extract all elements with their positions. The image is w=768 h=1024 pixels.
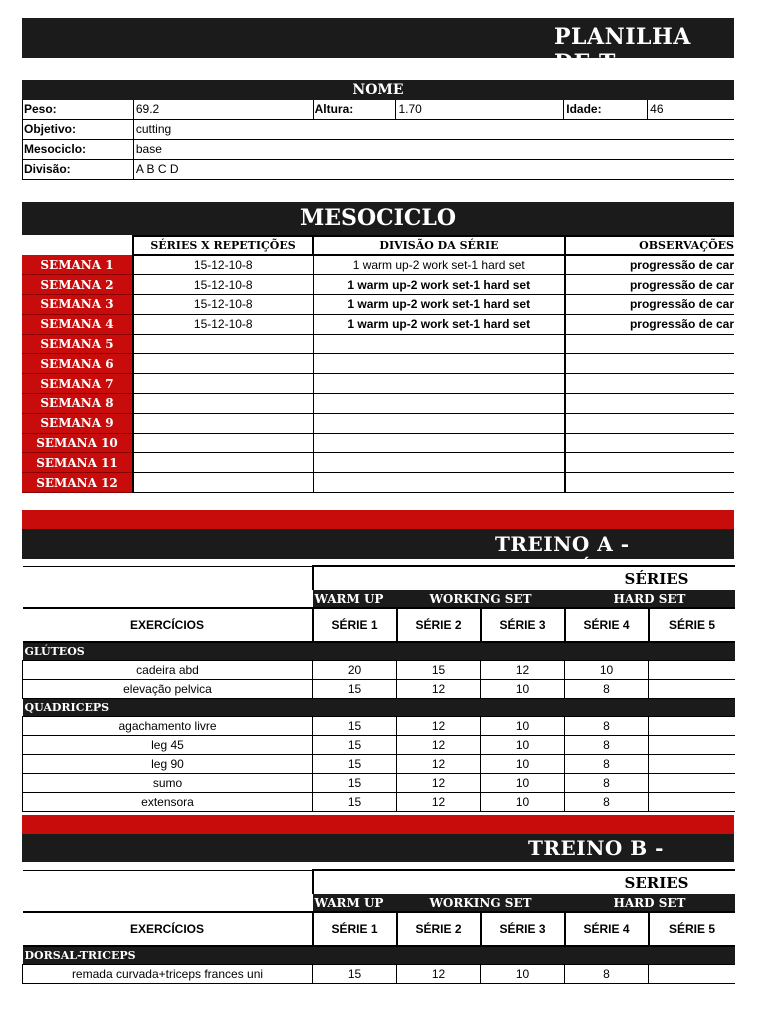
week-label: SEMANA 2 bbox=[22, 275, 133, 295]
week-label: SEMANA 11 bbox=[22, 453, 133, 473]
mesociclo-corner bbox=[22, 236, 133, 255]
serie-value[interactable]: 10 bbox=[481, 679, 565, 698]
series-header: SERIES bbox=[313, 870, 735, 894]
week-divisao-cell[interactable] bbox=[313, 394, 565, 414]
serie-value[interactable]: 15 bbox=[313, 735, 397, 754]
treino-a-red-bar bbox=[22, 510, 734, 529]
serie-value[interactable]: 10 bbox=[481, 735, 565, 754]
exercise-name[interactable]: extensora bbox=[23, 792, 313, 811]
working-set-label: WORKING SET bbox=[397, 590, 565, 608]
week-row bbox=[22, 295, 734, 315]
exercise-row bbox=[23, 754, 735, 773]
week-series-cell[interactable] bbox=[133, 413, 313, 433]
week-label: SEMANA 9 bbox=[22, 413, 133, 433]
series-row bbox=[23, 870, 735, 894]
week-label: SEMANA 1 bbox=[22, 255, 133, 275]
serie-header: SÉRIE 4 bbox=[565, 912, 649, 946]
serie-value[interactable]: 12 bbox=[397, 964, 481, 983]
treino-a-table bbox=[22, 565, 734, 812]
week-series-cell[interactable]: 15-12-10-8 bbox=[133, 314, 313, 334]
serie-header: SÉRIE 1 bbox=[313, 608, 397, 642]
week-label: SEMANA 3 bbox=[22, 295, 133, 315]
week-row bbox=[22, 394, 734, 414]
week-label: SEMANA 7 bbox=[22, 374, 133, 394]
divisao-value[interactable]: A B C D bbox=[134, 160, 734, 180]
week-obs-cell[interactable]: progressão de car bbox=[565, 314, 734, 334]
blank-cell bbox=[23, 566, 313, 590]
name-header-label: NOME bbox=[352, 82, 404, 98]
serie-value[interactable]: 10 bbox=[481, 754, 565, 773]
group-label: GLÚTEOS bbox=[23, 642, 735, 660]
peso-label: Peso: bbox=[23, 100, 134, 120]
series-header: SÉRIES bbox=[313, 566, 735, 590]
week-obs-cell[interactable] bbox=[565, 413, 734, 433]
column-header-row bbox=[23, 608, 735, 642]
week-row bbox=[22, 473, 734, 493]
week-row bbox=[22, 413, 734, 433]
serie-value[interactable] bbox=[649, 679, 735, 698]
exercicios-header: EXERCÍCIOS bbox=[23, 608, 313, 642]
serie-value[interactable]: 15 bbox=[313, 964, 397, 983]
week-divisao-cell[interactable] bbox=[313, 354, 565, 374]
week-series-cell[interactable] bbox=[133, 354, 313, 374]
objetivo-label: Objetivo: bbox=[23, 120, 134, 140]
week-divisao-cell[interactable]: 1 warm up-2 work set-1 hard set bbox=[313, 255, 565, 275]
serie-value[interactable]: 10 bbox=[481, 716, 565, 735]
serie-header: SÉRIE 4 bbox=[565, 608, 649, 642]
mesociclo-label: Mesociclo: bbox=[23, 140, 134, 160]
treino-b-red-bar bbox=[22, 815, 734, 834]
blank-cell bbox=[23, 870, 313, 894]
week-series-cell[interactable] bbox=[133, 453, 313, 473]
title-bar bbox=[22, 18, 734, 76]
week-label: SEMANA 10 bbox=[22, 433, 133, 453]
week-obs-cell[interactable]: progressão de car bbox=[565, 295, 734, 315]
week-row bbox=[22, 433, 734, 453]
serie-value[interactable]: 10 bbox=[481, 792, 565, 811]
page-title: PLANILHA DE T bbox=[554, 24, 691, 76]
week-obs-cell[interactable] bbox=[565, 354, 734, 374]
blank-cell bbox=[23, 590, 313, 608]
serie-value[interactable]: 10 bbox=[565, 660, 649, 679]
serie-value[interactable] bbox=[649, 773, 735, 792]
week-obs-cell[interactable] bbox=[565, 433, 734, 453]
treino-b-table bbox=[22, 869, 734, 984]
altura-value[interactable]: 1.70 bbox=[396, 100, 564, 120]
serie-value[interactable]: 8 bbox=[565, 735, 649, 754]
serie-header: SÉRIE 3 bbox=[481, 608, 565, 642]
peso-value[interactable]: 69.2 bbox=[134, 100, 314, 120]
group-label: QUADRICEPS bbox=[23, 698, 735, 716]
week-row bbox=[22, 314, 734, 334]
week-label: SEMANA 8 bbox=[22, 394, 133, 414]
serie-header: SÉRIE 2 bbox=[397, 912, 481, 946]
week-obs-cell[interactable] bbox=[565, 473, 734, 493]
serie-value[interactable]: 12 bbox=[397, 754, 481, 773]
warm-up-label: WARM UP bbox=[313, 894, 397, 912]
week-obs-cell[interactable] bbox=[565, 374, 734, 394]
serie-value[interactable]: 8 bbox=[565, 964, 649, 983]
serie-value[interactable]: 12 bbox=[397, 792, 481, 811]
week-divisao-cell[interactable]: 1 warm up-2 work set-1 hard set bbox=[313, 275, 565, 295]
exercise-name[interactable]: agachamento livre bbox=[23, 716, 313, 735]
week-divisao-cell[interactable] bbox=[313, 374, 565, 394]
exercise-name[interactable]: leg 90 bbox=[23, 754, 313, 773]
group-label: DORSAL-TRICEPS bbox=[23, 946, 735, 964]
profile-section bbox=[22, 80, 734, 180]
week-series-cell[interactable]: 15-12-10-8 bbox=[133, 255, 313, 275]
serie-value[interactable] bbox=[649, 754, 735, 773]
exercise-name[interactable]: cadeira abd bbox=[23, 660, 313, 679]
week-series-cell[interactable] bbox=[133, 394, 313, 414]
serie-value[interactable]: 8 bbox=[565, 792, 649, 811]
group-row bbox=[23, 642, 735, 660]
week-divisao-cell[interactable]: 1 warm up-2 work set-1 hard set bbox=[313, 314, 565, 334]
serie-header: SÉRIE 2 bbox=[397, 608, 481, 642]
serie-value[interactable]: 15 bbox=[313, 754, 397, 773]
series-row bbox=[23, 566, 735, 590]
serie-value[interactable]: 8 bbox=[565, 773, 649, 792]
hard-set-label: HARD SET bbox=[565, 894, 735, 912]
week-label: SEMANA 6 bbox=[22, 354, 133, 374]
hard-set-label: HARD SET bbox=[565, 590, 735, 608]
column-header-row bbox=[23, 912, 735, 946]
exercise-row bbox=[23, 773, 735, 792]
serie-value[interactable]: 15 bbox=[313, 679, 397, 698]
serie-value[interactable]: 15 bbox=[313, 792, 397, 811]
serie-value[interactable]: 12 bbox=[397, 716, 481, 735]
exercicios-header: EXERCÍCIOS bbox=[23, 912, 313, 946]
week-divisao-cell[interactable] bbox=[313, 433, 565, 453]
exercise-name[interactable]: leg 45 bbox=[23, 735, 313, 754]
serie-value[interactable] bbox=[649, 660, 735, 679]
week-label: SEMANA 12 bbox=[22, 473, 133, 493]
col-obs-header: OBSERVAÇÕES bbox=[565, 236, 734, 255]
working-set-label: WORKING SET bbox=[397, 894, 565, 912]
name-header bbox=[22, 80, 734, 100]
serie-value[interactable]: 15 bbox=[397, 660, 481, 679]
serie-header: SÉRIE 5 bbox=[649, 608, 735, 642]
week-obs-cell[interactable] bbox=[565, 394, 734, 414]
serie-value[interactable]: 15 bbox=[313, 716, 397, 735]
serie-value[interactable] bbox=[649, 716, 735, 735]
exercise-name[interactable]: elevação pelvica bbox=[23, 679, 313, 698]
week-row bbox=[22, 334, 734, 354]
serie-value[interactable]: 12 bbox=[397, 679, 481, 698]
idade-label: Idade: bbox=[564, 100, 648, 120]
mesociclo-title-bar bbox=[22, 202, 734, 235]
serie-value[interactable]: 10 bbox=[481, 773, 565, 792]
serie-value[interactable]: 8 bbox=[565, 716, 649, 735]
serie-header: SÉRIE 1 bbox=[313, 912, 397, 946]
week-obs-cell[interactable] bbox=[565, 334, 734, 354]
week-divisao-cell[interactable] bbox=[313, 473, 565, 493]
mesociclo-header-row bbox=[22, 236, 734, 255]
serie-value[interactable]: 10 bbox=[481, 964, 565, 983]
week-series-cell[interactable] bbox=[133, 334, 313, 354]
week-obs-cell[interactable]: progressão de car bbox=[565, 275, 734, 295]
profile-row-peso bbox=[22, 100, 734, 120]
serie-value[interactable]: 12 bbox=[397, 735, 481, 754]
set-type-row bbox=[23, 894, 735, 912]
week-divisao-cell[interactable]: 1 warm up-2 work set-1 hard set bbox=[313, 295, 565, 315]
week-row bbox=[22, 374, 734, 394]
week-series-cell[interactable]: 15-12-10-8 bbox=[133, 295, 313, 315]
exercise-row bbox=[23, 735, 735, 754]
mesociclo-section bbox=[22, 202, 734, 493]
mesociclo-table bbox=[22, 235, 734, 493]
serie-value[interactable]: 8 bbox=[565, 754, 649, 773]
profile-row-divisao bbox=[22, 160, 734, 180]
serie-value[interactable]: 12 bbox=[481, 660, 565, 679]
profile-row-objetivo bbox=[22, 120, 734, 140]
treino_a-grid bbox=[22, 565, 735, 812]
week-row bbox=[22, 453, 734, 473]
week-series-cell[interactable] bbox=[133, 473, 313, 493]
exercise-row bbox=[23, 964, 735, 983]
mesociclo-value[interactable]: base bbox=[134, 140, 734, 160]
serie-value[interactable] bbox=[649, 735, 735, 754]
serie-header: SÉRIE 3 bbox=[481, 912, 565, 946]
set-type-row bbox=[23, 590, 735, 608]
week-obs-cell[interactable] bbox=[565, 453, 734, 473]
serie-value[interactable]: 20 bbox=[313, 660, 397, 679]
col-divisao-header: DIVISÃO DA SÉRIE bbox=[313, 236, 565, 255]
treino-b-title: TREINO B - DORSAL bbox=[528, 836, 664, 884]
divisao-label: Divisão: bbox=[23, 160, 134, 180]
exercise-name[interactable]: sumo bbox=[23, 773, 313, 792]
serie-header: SÉRIE 5 bbox=[649, 912, 735, 946]
exercise-name[interactable]: remada curvada+triceps frances uni bbox=[23, 964, 313, 983]
mesociclo-title: MESOCICLO bbox=[299, 205, 457, 231]
week-row bbox=[22, 255, 734, 275]
group-row bbox=[23, 946, 735, 964]
week-divisao-cell[interactable] bbox=[313, 413, 565, 433]
group-row bbox=[23, 698, 735, 716]
blank-cell bbox=[23, 894, 313, 912]
week-row bbox=[22, 275, 734, 295]
exercise-row bbox=[23, 679, 735, 698]
week-series-cell[interactable] bbox=[133, 433, 313, 453]
altura-label: Altura: bbox=[314, 100, 397, 120]
week-series-cell[interactable] bbox=[133, 374, 313, 394]
idade-value[interactable]: 46 bbox=[648, 100, 734, 120]
exercise-row bbox=[23, 660, 735, 679]
week-obs-cell[interactable]: progressão de car bbox=[565, 255, 734, 275]
week-row bbox=[22, 354, 734, 374]
serie-value[interactable]: 8 bbox=[565, 679, 649, 698]
profile-row-mesociclo bbox=[22, 140, 734, 160]
warm-up-label: WARM UP bbox=[313, 590, 397, 608]
col-series-header: SÉRIES X REPETIÇÕES bbox=[133, 236, 313, 255]
serie-value[interactable] bbox=[649, 964, 735, 983]
exercise-row bbox=[23, 792, 735, 811]
objetivo-value[interactable]: cutting bbox=[134, 120, 734, 140]
week-label: SEMANA 4 bbox=[22, 314, 133, 334]
serie-value[interactable] bbox=[649, 792, 735, 811]
week-label: SEMANA 5 bbox=[22, 334, 133, 354]
treino_b-grid bbox=[22, 869, 735, 984]
week-divisao-cell[interactable] bbox=[313, 453, 565, 473]
serie-value[interactable]: 12 bbox=[397, 773, 481, 792]
treino-a-title: TREINO A - QUADRÍCEP bbox=[495, 532, 639, 580]
week-divisao-cell[interactable] bbox=[313, 334, 565, 354]
serie-value[interactable]: 15 bbox=[313, 773, 397, 792]
week-series-cell[interactable]: 15-12-10-8 bbox=[133, 275, 313, 295]
exercise-row bbox=[23, 716, 735, 735]
